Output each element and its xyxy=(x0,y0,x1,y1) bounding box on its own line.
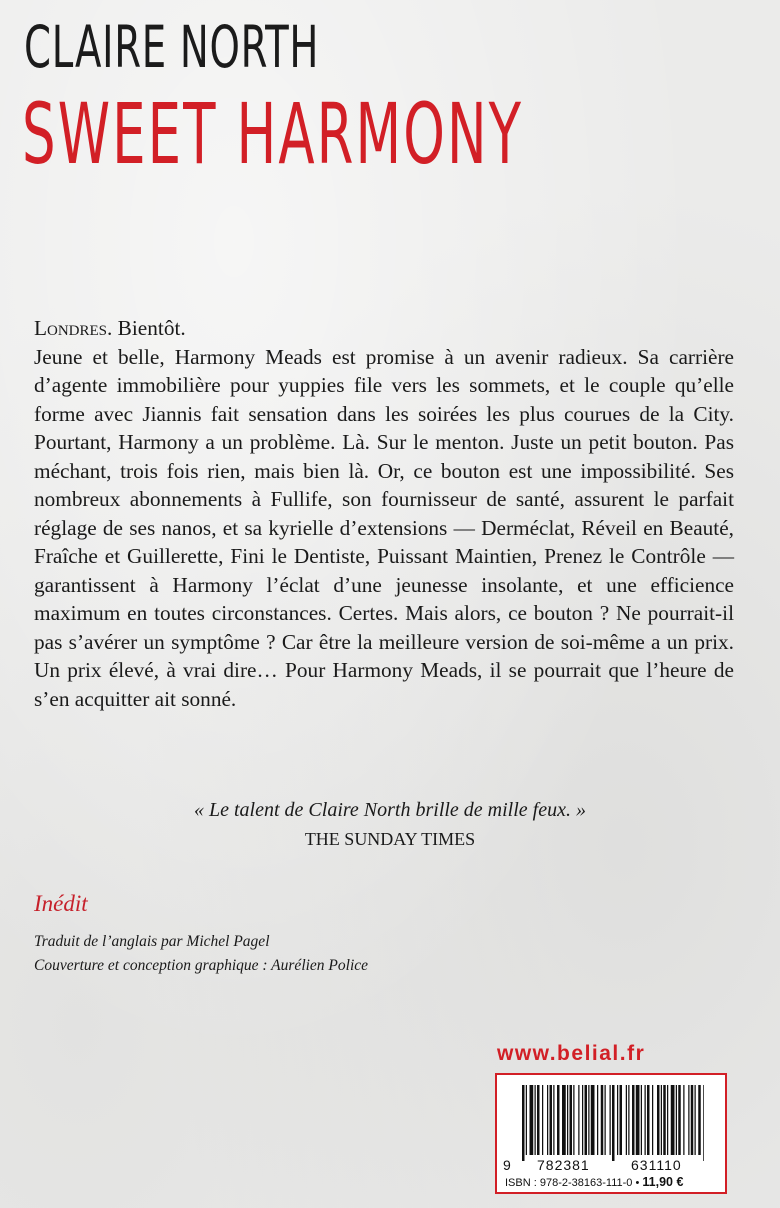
blurb-opening-rest: . Bientôt. xyxy=(107,316,186,340)
author-name: CLAIRE NORTH xyxy=(24,13,320,81)
barcode-bar xyxy=(628,1085,629,1155)
barcode-bar xyxy=(657,1085,660,1155)
book-title: SWEET HARMONY xyxy=(22,85,524,183)
barcode-digit-first: 9 xyxy=(503,1157,512,1173)
barcode-bar xyxy=(570,1085,573,1155)
barcode-bar xyxy=(605,1085,606,1155)
barcode-bar xyxy=(683,1085,684,1155)
barcode-bar xyxy=(620,1085,623,1155)
blurb-paragraph: Jeune et belle, Harmony Meads est promise à un avenir radieux. Sa carrière d’agente immobilière pour yuppies file vers les sommets, et le couple qu’elle forme avec Jiannis fait sensation dans les soirées les plus courues de la City. Pourtant, Harmony a un problème. Là. Sur le menton. Juste un petit bouton. Pas méchant, trois fois rien, mais bien là. Or, ce bouton est une impossibilité. Ses nombreux abonnements à Fullife, son fournisseur de santé, assurent le parfait réglage de ses nanos, et sa kyrielle d’extensions — Derméclat, Réveil en Beauté, Fraîche et Guillerette, Fini le Dentiste, Puissant Maintien, Prenez le Contrôle — garantissent à Harmony l’éclat d’une jeunesse insolante, et une efficience maximum en toutes circonstances. Certes. Mais alors, ce bouton ? Ne pourrait-il pas s’avérer un symptôme ? Car être la meilleure version de soi-même a un prix. Un prix élevé, à vrai dire… Pour Harmony Meads, il se pourrait que l’heure de s’en acquitter ait sonné. xyxy=(34,344,734,711)
review-source: THE SUNDAY TIMES xyxy=(304,829,476,849)
barcode-bar xyxy=(573,1085,574,1155)
barcode-bar xyxy=(562,1085,566,1155)
barcode-bar xyxy=(703,1085,704,1161)
barcode-bar xyxy=(542,1085,543,1155)
barcode-bar xyxy=(645,1085,646,1155)
barcode-bar xyxy=(550,1085,553,1155)
barcode-bar xyxy=(585,1085,588,1155)
barcode-bar xyxy=(537,1085,540,1155)
barcode-bar xyxy=(597,1085,598,1155)
barcode-bar xyxy=(591,1085,595,1155)
barcode-bar xyxy=(610,1085,611,1155)
translator-credit: Traduit de l’anglais par Michel Pagel xyxy=(34,933,270,950)
barcode-bar xyxy=(671,1085,675,1155)
barcode-bar xyxy=(522,1085,525,1161)
isbn-number: ISBN : 978-2-38163-111-0 xyxy=(505,1177,633,1189)
isbn-separator: • xyxy=(635,1177,640,1189)
barcode-box xyxy=(495,1073,727,1194)
blurb-opening xyxy=(34,314,734,343)
barcode-bar xyxy=(553,1085,554,1155)
barcode-bar xyxy=(688,1085,689,1155)
barcode-bar xyxy=(632,1085,635,1155)
barcode-bar xyxy=(691,1085,694,1155)
barcode-bar xyxy=(617,1085,618,1155)
barcode-bar xyxy=(636,1085,640,1155)
blurb-place: Londres xyxy=(34,316,108,340)
barcode-bar xyxy=(557,1085,560,1155)
barcode-bar xyxy=(626,1085,627,1155)
barcode-bar xyxy=(567,1085,568,1155)
barcode-bar xyxy=(582,1085,583,1155)
barcode-bar xyxy=(647,1085,650,1155)
isbn-price-line xyxy=(505,1175,721,1189)
barcode-digits-right: 631110 xyxy=(631,1157,682,1173)
barcode-bar xyxy=(601,1085,604,1155)
barcode-bar xyxy=(663,1085,666,1155)
book-price: 11,90 € xyxy=(642,1175,684,1189)
barcode-bar xyxy=(676,1085,677,1155)
barcode-bar xyxy=(612,1085,615,1161)
edition-label: Inédit xyxy=(34,891,88,916)
barcode-bar xyxy=(698,1085,701,1155)
barcode-bar xyxy=(641,1085,642,1155)
barcode-bar xyxy=(588,1085,589,1155)
barcode-bar xyxy=(526,1085,527,1155)
barcode-bars xyxy=(522,1085,704,1161)
barcode-bar xyxy=(547,1085,548,1155)
back-cover-blurb xyxy=(34,314,734,713)
review-quote: « Le talent de Claire North brille de mille feux. » xyxy=(194,799,586,821)
barcode-bar xyxy=(535,1085,536,1155)
barcode-bar xyxy=(661,1085,662,1155)
barcode-digits-left: 782381 xyxy=(537,1157,590,1173)
barcode-bar xyxy=(530,1085,534,1155)
barcode-bar xyxy=(667,1085,668,1155)
design-credit: Couverture et conception graphique : Aurélien Police xyxy=(34,957,369,974)
barcode-bar xyxy=(652,1085,653,1155)
barcode-bar xyxy=(578,1085,579,1155)
barcode-bar xyxy=(695,1085,696,1155)
publisher-website[interactable]: www.belial.fr xyxy=(497,1042,646,1065)
barcode-bar xyxy=(678,1085,681,1155)
